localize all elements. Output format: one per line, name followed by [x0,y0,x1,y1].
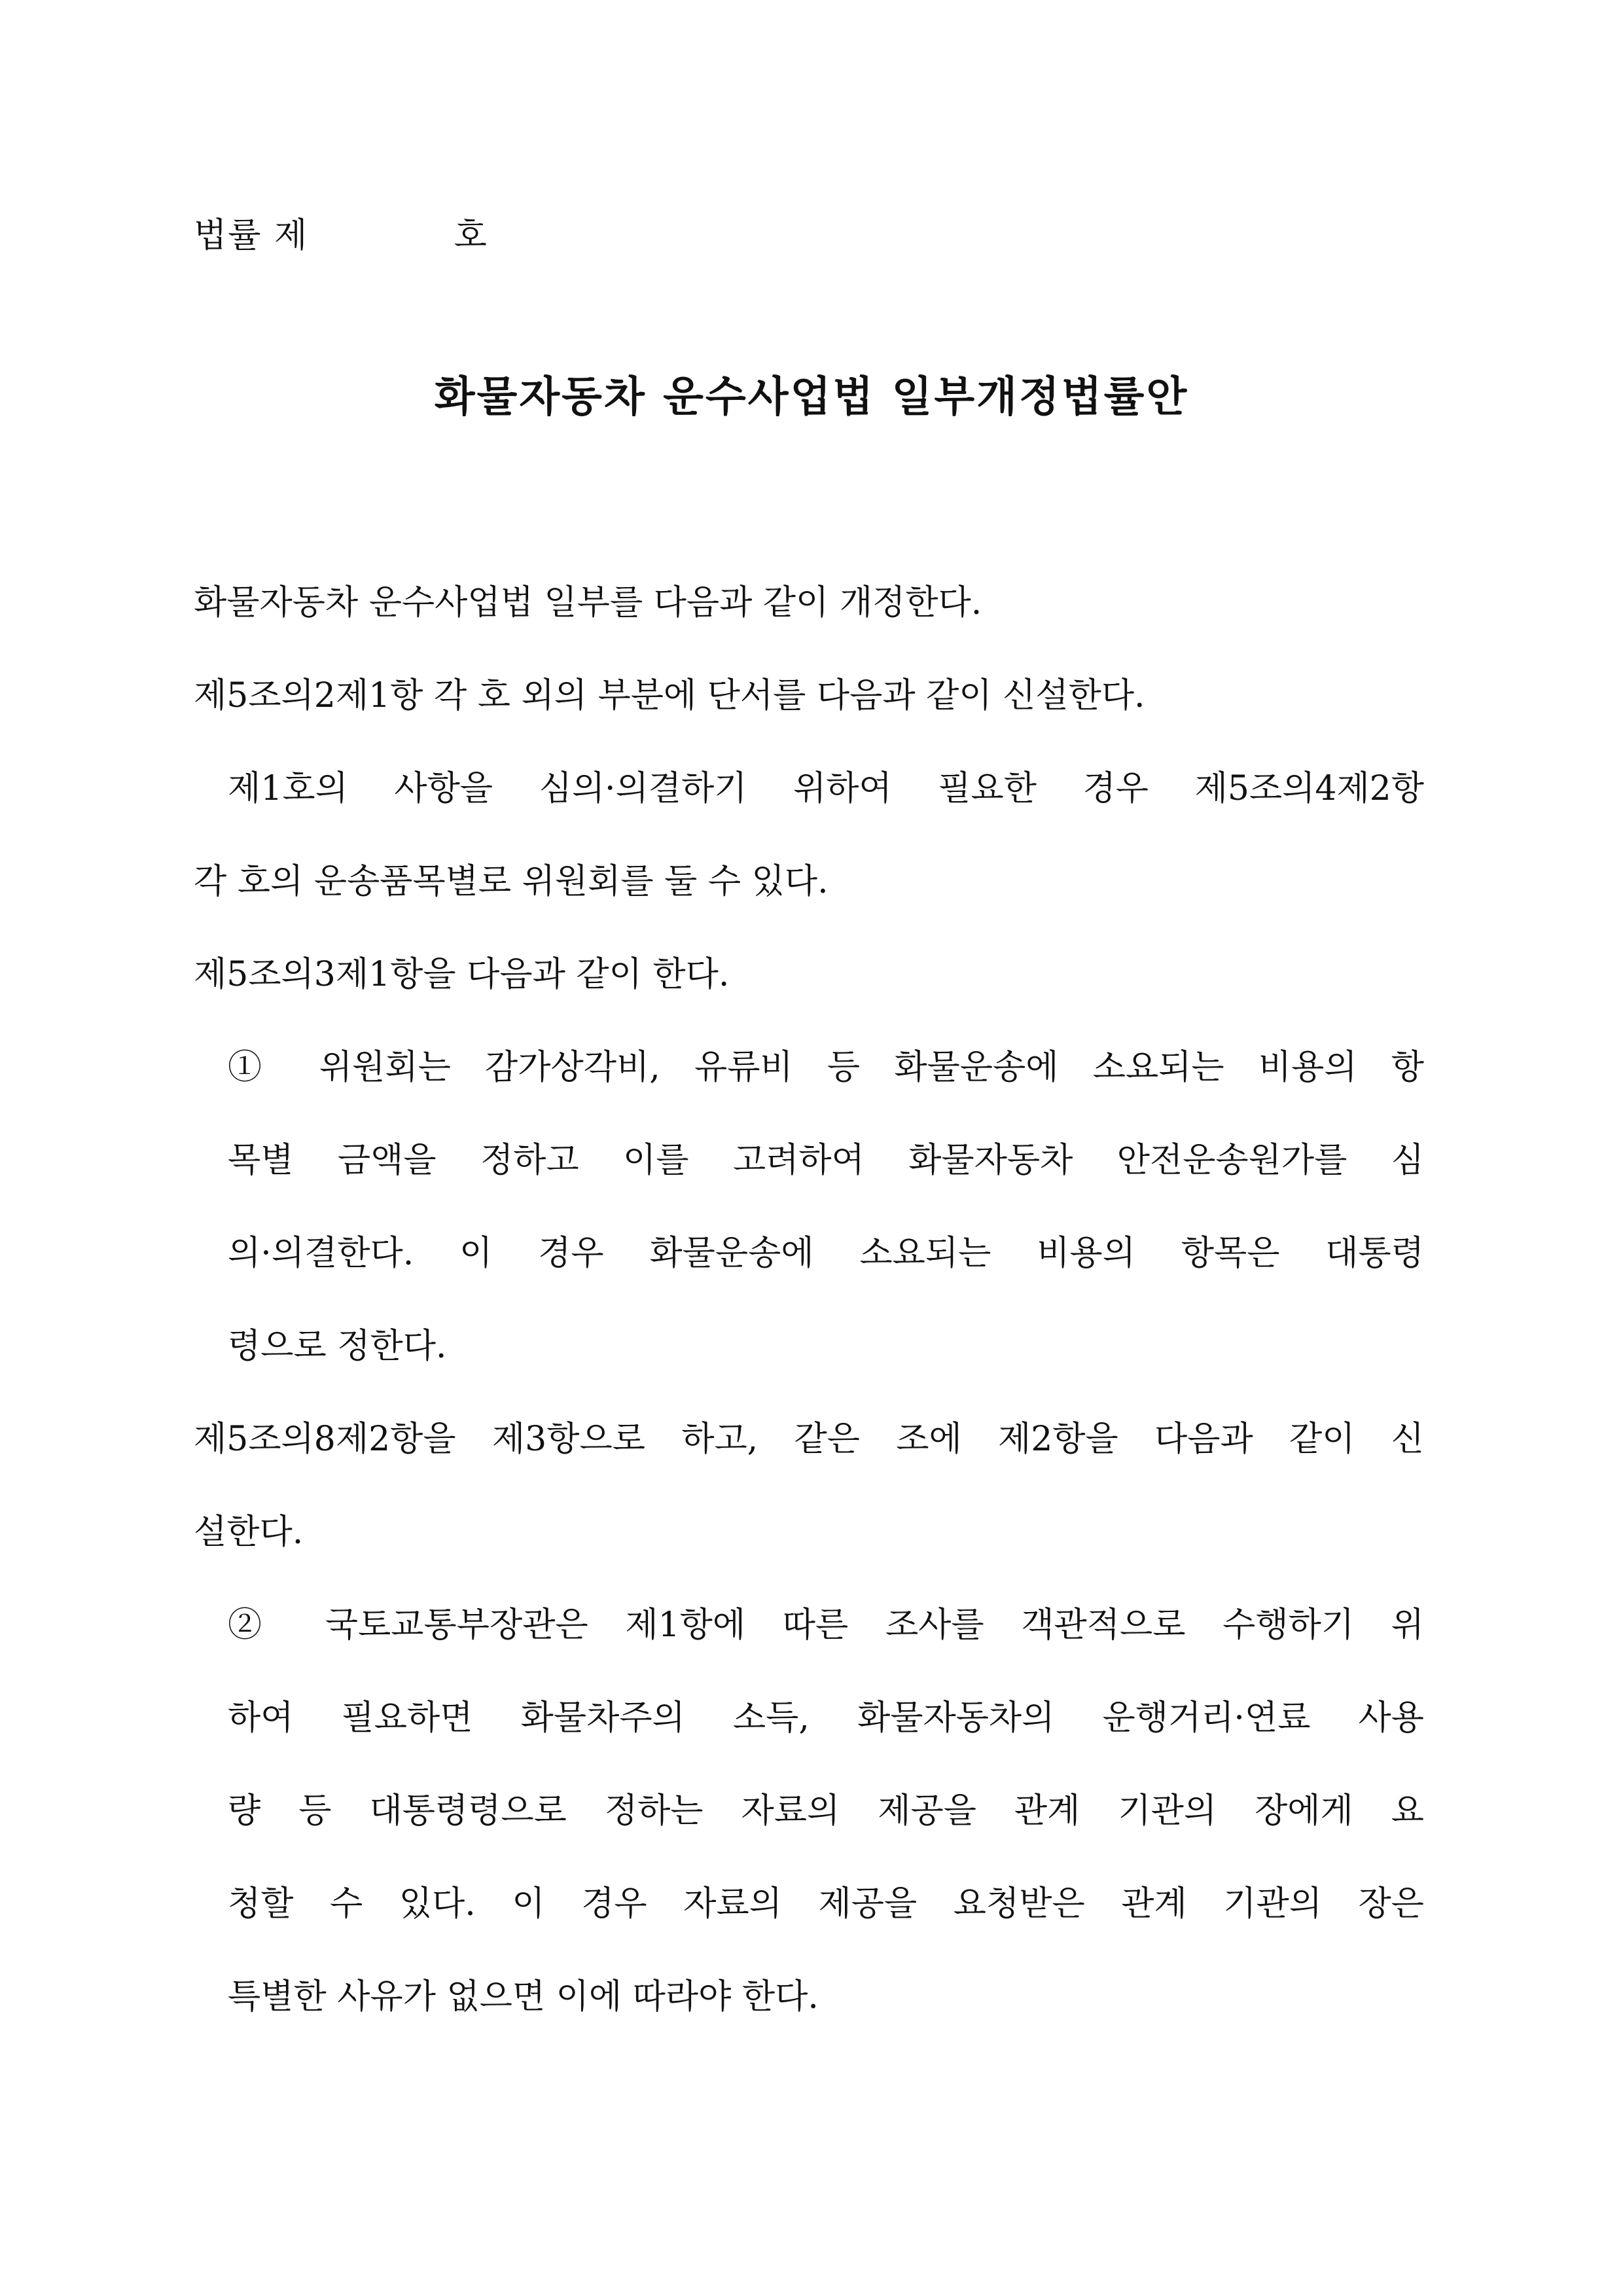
law-number-prefix: 법률 제 [194,216,309,255]
text-line: 의·의결한다. 이 경우 화물운송에 소요되는 비용의 항목은 대통령 [228,1234,1424,1273]
text-line: 청할 수 있다. 이 경우 자료의 제공을 요청받은 관계 기관의 장은 [228,1884,1424,1924]
text-line: 설한다. [194,1513,304,1552]
text-line: 제5조의2제1항 각 호 외의 부분에 단서를 다음과 같이 신설한다. [194,676,1145,715]
text-line: 제5조의3제1항을 다음과 같이 한다. [194,955,730,994]
paragraph-article-5-8-directive [194,1393,1424,1579]
law-number-line [194,213,488,259]
paragraph-amendment-intro [194,556,1424,649]
text-line: 각 호의 운송품목별로 위원회를 둘 수 있다. [194,862,829,901]
paragraph-article-5-2-proviso [194,742,1424,928]
text-line: 제5조의8제2항을 제3항으로 하고, 같은 조에 제2항을 다음과 같이 신 [194,1420,1424,1459]
paragraph-article-5-3-clause-1 [194,1021,1424,1393]
document-body [194,556,1424,2043]
text-line: 령으로 정한다. [228,1327,447,1366]
document-title: 화물자동차 운수사업법 일부개정법률안 [434,372,1189,422]
text-line: 특별한 사유가 없으면 이에 따라야 한다. [228,1977,819,2017]
paragraph-article-5-2-directive [194,649,1424,742]
paragraph-article-5-8-clause-2 [194,1579,1424,2043]
text-line: 화물자동차 운수사업법 일부를 다음과 같이 개정한다. [194,583,982,622]
text-line: 하여 필요하면 화물차주의 소득, 화물자동차의 운행거리·연료 사용 [228,1698,1424,1738]
text-line: 제1호의 사항을 심의·의결하기 위하여 필요한 경우 제5조의4제2항 [228,769,1424,808]
text-line: ① 위원회는 감가상각비, 유류비 등 화물운송에 소요되는 비용의 항 [228,1048,1424,1087]
text-line: ② 국토교통부장관은 제1항에 따른 조사를 객관적으로 수행하기 위 [228,1605,1424,1645]
law-number-suffix: 호 [454,216,488,255]
text-line: 목별 금액을 정하고 이를 고려하여 화물자동차 안전운송원가를 심 [228,1141,1424,1180]
text-line: 량 등 대통령령으로 정하는 자료의 제공을 관계 기관의 장에게 요 [228,1791,1424,1831]
paragraph-article-5-3-directive [194,928,1424,1021]
